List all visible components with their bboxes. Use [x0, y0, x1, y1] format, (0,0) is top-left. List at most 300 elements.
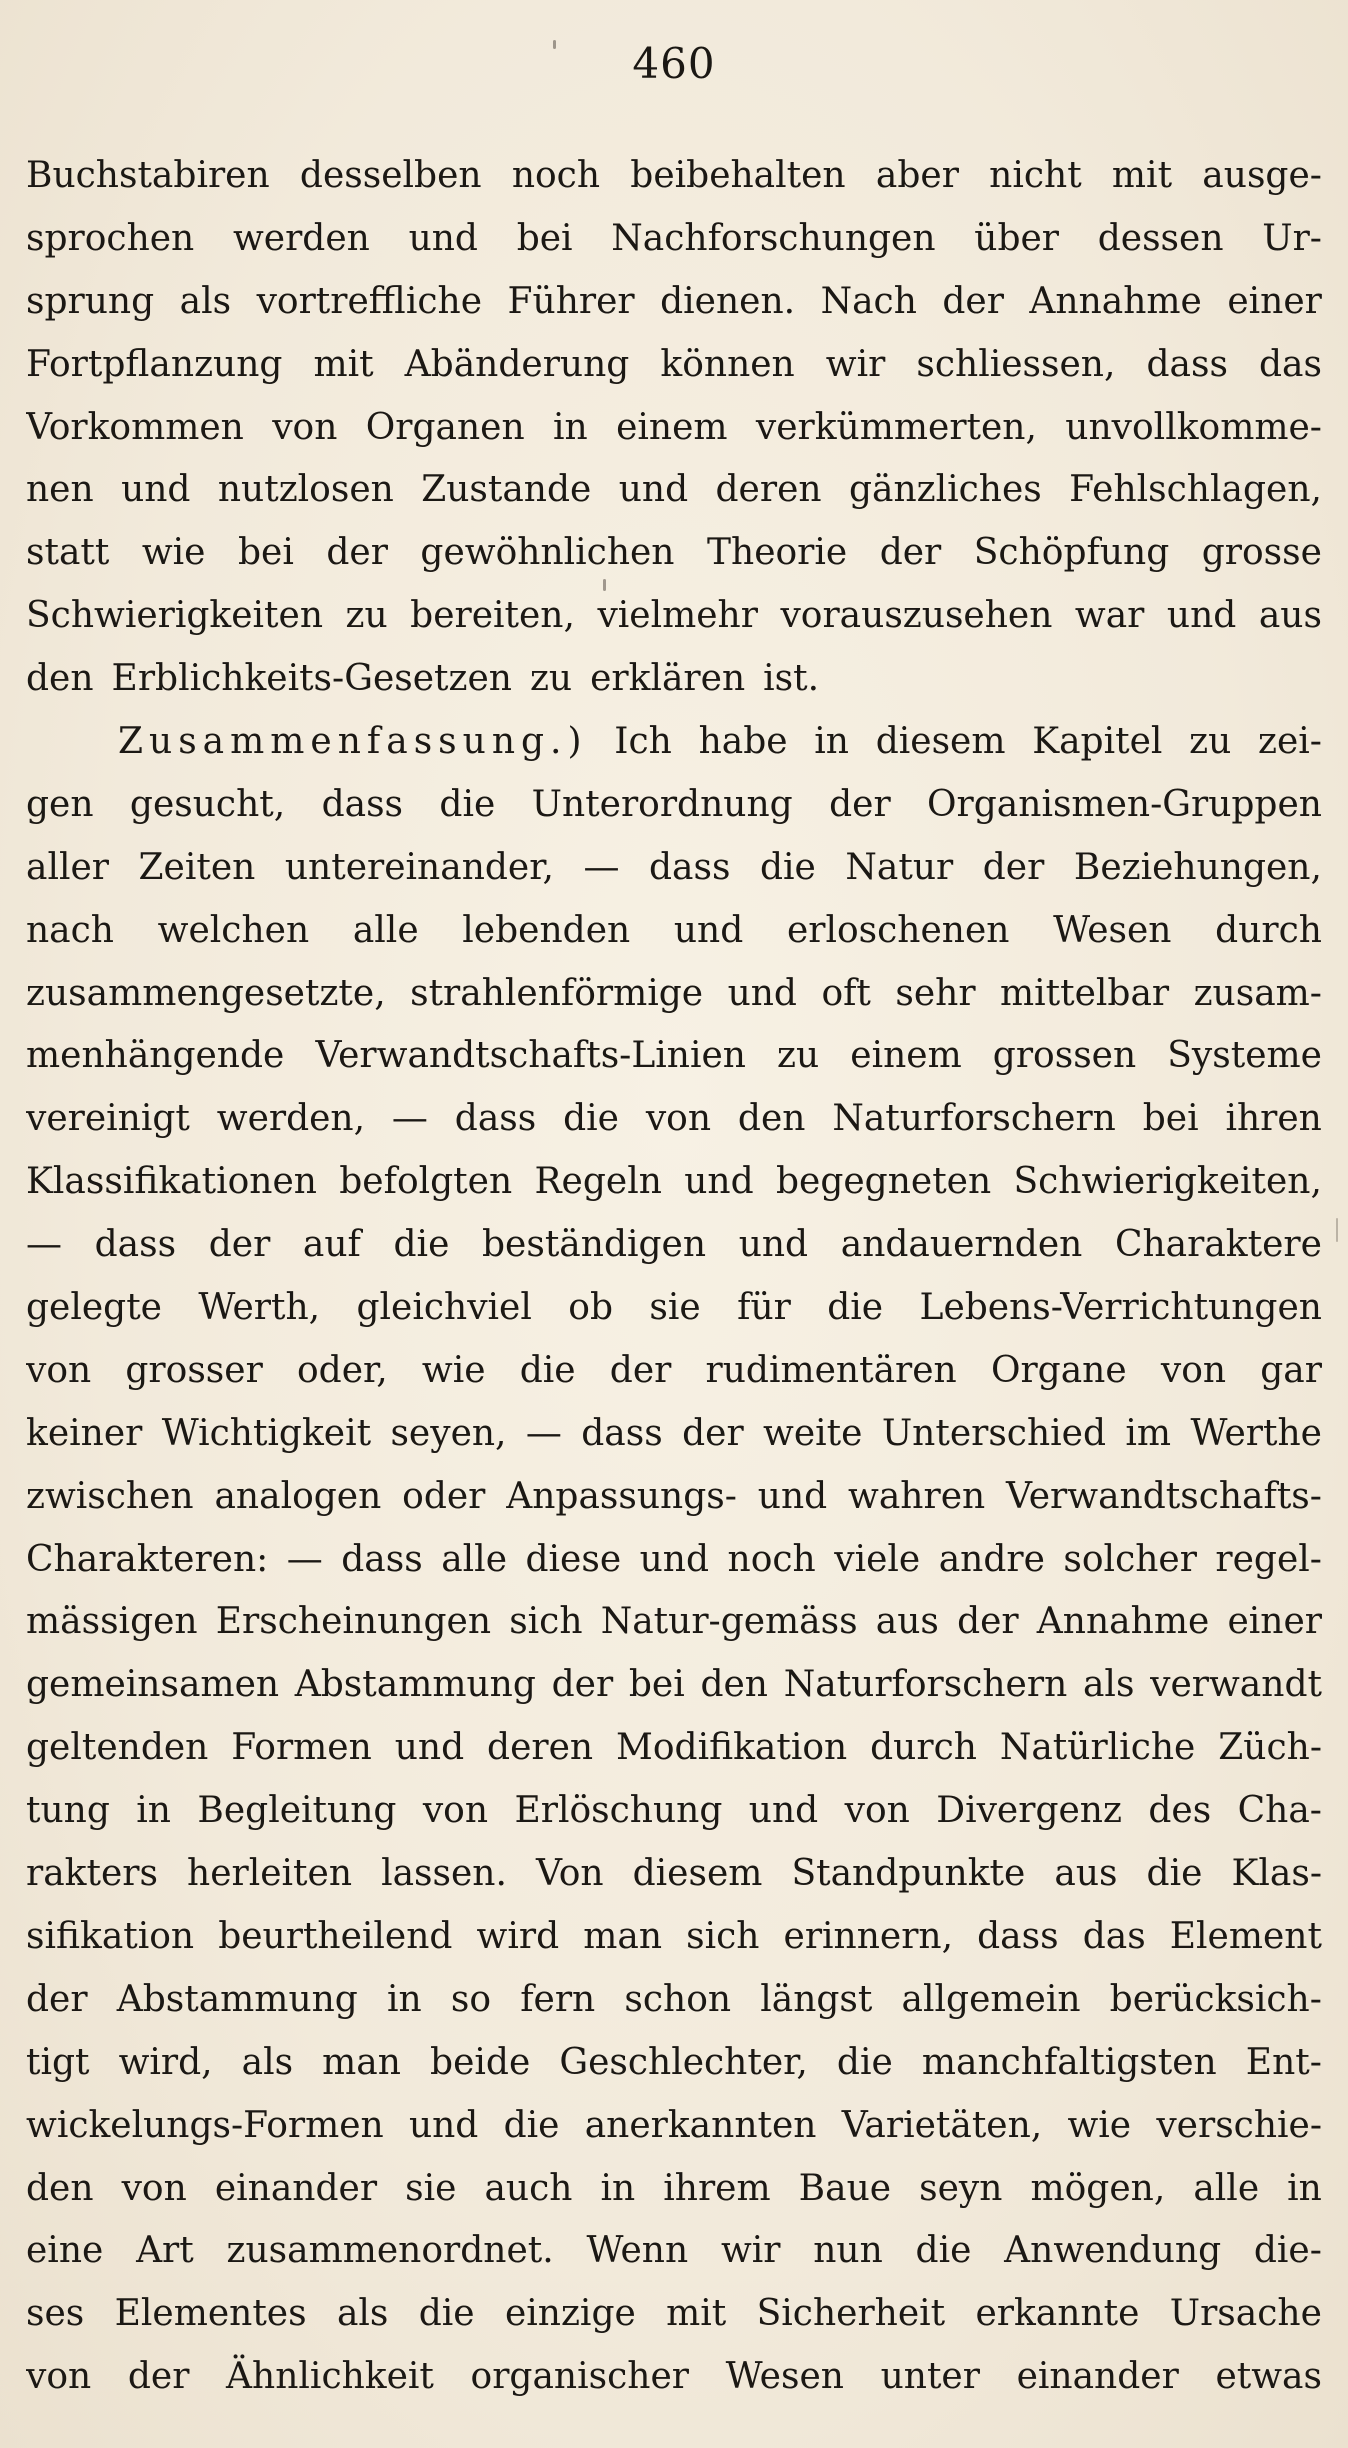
- word: nutzlosen: [217, 469, 394, 511]
- word: dienen.: [660, 280, 796, 322]
- word: die: [503, 2104, 560, 2146]
- word: dass: [581, 1412, 663, 1454]
- word: unvollkomme-: [1065, 406, 1322, 448]
- word: die: [915, 2230, 972, 2272]
- word: Wesen: [725, 2356, 844, 2398]
- word: dass: [341, 1538, 423, 1580]
- word: zei-: [1258, 721, 1322, 763]
- word: statt: [26, 532, 110, 574]
- word: Baue: [798, 2167, 892, 2209]
- word: mit: [1111, 155, 1173, 196]
- word: für: [737, 1287, 791, 1329]
- word: begegneten: [775, 1161, 992, 1203]
- text-line: [26, 711, 1322, 774]
- word: menhängende: [26, 1035, 285, 1077]
- word: Zustande: [421, 469, 592, 511]
- word: Nach: [820, 280, 917, 322]
- word: —: [286, 1538, 323, 1580]
- word: nicht: [989, 155, 1082, 196]
- word: und: [748, 1790, 819, 1832]
- word: —: [26, 1224, 62, 1266]
- word: Abstammung: [116, 1978, 358, 2020]
- word: Naturforschern: [832, 1098, 1116, 1140]
- word: —: [583, 846, 620, 888]
- word: alle: [352, 909, 419, 951]
- word: Charakteren:: [26, 1538, 269, 1580]
- word: oder: [402, 1475, 486, 1517]
- word: erloschenen: [786, 909, 1010, 951]
- word: aus: [875, 1601, 939, 1643]
- word: wie: [141, 532, 206, 574]
- text-line: [26, 774, 1322, 837]
- word: man: [322, 2041, 401, 2083]
- word: oder,: [296, 1349, 388, 1391]
- word: Natur-gemäss: [600, 1601, 858, 1643]
- word: den: [700, 1664, 768, 1706]
- word: und: [639, 1538, 710, 1580]
- word: strahlenförmige: [410, 972, 704, 1014]
- word: im: [1125, 1412, 1172, 1454]
- word: Ich: [614, 721, 672, 763]
- text-line: [26, 1025, 1322, 1088]
- word: Ur-: [1262, 217, 1322, 259]
- text-line: [26, 1717, 1322, 1780]
- word: zu: [345, 595, 388, 637]
- word: seyen,: [390, 1412, 507, 1454]
- word: sifikation: [26, 1915, 195, 1957]
- word: bei: [1142, 1098, 1199, 1140]
- word: herleiten: [187, 1853, 353, 1895]
- word: Art: [136, 2230, 194, 2272]
- word: Natur: [845, 846, 954, 888]
- word: mögen,: [1030, 2167, 1166, 2209]
- word: gar: [1260, 1349, 1322, 1391]
- word: alle: [441, 1538, 507, 1580]
- text-line: [26, 1906, 1322, 1969]
- word: zusammenordnet.: [226, 2230, 554, 2272]
- word: Charaktere: [1114, 1224, 1322, 1266]
- word: Naturforschern: [783, 1664, 1068, 1706]
- word: gewöhnlichen: [420, 532, 675, 574]
- word: Ursache: [1169, 2293, 1322, 2335]
- word: Unterordnung: [531, 783, 793, 825]
- word: wie: [1067, 2104, 1132, 2146]
- text-line: [26, 1466, 1322, 1529]
- text-line: [26, 1340, 1322, 1403]
- word: Varietäten,: [841, 2104, 1043, 2146]
- word: die: [439, 783, 496, 825]
- word: man: [583, 1915, 663, 1957]
- word: vielmehr: [597, 595, 758, 637]
- word: Erscheinungen: [215, 1601, 492, 1643]
- word: als: [241, 2041, 294, 2083]
- word: diese: [525, 1538, 622, 1580]
- word: sie: [649, 1287, 701, 1329]
- word: in: [814, 721, 849, 763]
- word: der: [551, 1664, 614, 1706]
- word: Ähnlichkeit: [226, 2356, 434, 2398]
- word: zusammengesetzte,: [26, 972, 386, 1014]
- word: Erblichkeits-Gesetzen: [111, 658, 512, 700]
- word: Erlöschung: [514, 1790, 723, 1832]
- word: andauernden: [840, 1224, 1083, 1266]
- word: wird: [476, 1915, 560, 1957]
- word: weite: [763, 1412, 863, 1454]
- word: Klassifikationen: [26, 1161, 317, 1203]
- word: vereinigt: [26, 1098, 190, 1140]
- word: und: [408, 217, 478, 259]
- word: einander: [1016, 2356, 1179, 2398]
- word: welchen: [157, 909, 310, 951]
- word: dass: [977, 1915, 1059, 1957]
- word: und: [1166, 595, 1237, 637]
- word: die: [827, 1287, 884, 1329]
- word: so: [450, 1978, 492, 2020]
- word: lassen.: [381, 1853, 507, 1895]
- word: solcher: [1063, 1538, 1197, 1580]
- text-line: [26, 1591, 1322, 1654]
- word: ob: [568, 1287, 614, 1329]
- word: nach: [26, 909, 114, 951]
- word: den: [737, 1098, 806, 1140]
- text-line: [26, 2095, 1322, 2158]
- word: über: [974, 217, 1060, 259]
- word: einer: [1227, 1601, 1322, 1643]
- word: tigt: [26, 2041, 90, 2083]
- ink-speck: [603, 579, 606, 591]
- word: und: [738, 1224, 809, 1266]
- word: Von: [536, 1853, 604, 1895]
- word: in: [136, 1790, 171, 1832]
- word: Züch-: [1218, 1727, 1322, 1769]
- word: bei: [628, 1664, 685, 1706]
- word: beide: [430, 2041, 531, 2083]
- word: beständigen: [482, 1224, 707, 1266]
- word: Wichtigkeit: [161, 1412, 372, 1454]
- body-text: [26, 145, 1322, 2409]
- word: mittelbar: [1000, 972, 1170, 1014]
- word: sie: [405, 2167, 457, 2209]
- word: war: [1074, 595, 1145, 637]
- word: längst: [760, 1978, 873, 2020]
- text-line: [26, 1088, 1322, 1151]
- text-line: [26, 585, 1322, 648]
- word: einem: [850, 1035, 962, 1077]
- word: des: [1148, 1790, 1212, 1832]
- word: vortreffliche: [256, 280, 483, 322]
- ink-speck: [1336, 1218, 1338, 1242]
- word: die: [519, 1349, 576, 1391]
- word: gen: [26, 783, 94, 825]
- word: Lebens-Verrichtungen: [919, 1287, 1322, 1329]
- word: einander: [214, 2167, 378, 2209]
- text-line: [26, 208, 1322, 271]
- word: zu: [777, 1035, 820, 1077]
- word: von: [26, 1349, 92, 1391]
- word: alle: [1193, 2167, 1260, 2209]
- word: Verwandtschafts-: [1006, 1475, 1322, 1517]
- word: lebenden: [462, 909, 631, 951]
- word: Regeln: [534, 1161, 662, 1203]
- word: Natürliche: [999, 1727, 1196, 1769]
- text-line: [26, 1780, 1322, 1843]
- word: den: [26, 2167, 94, 2209]
- word: diesem: [632, 1853, 763, 1895]
- word: Buchstabiren: [26, 155, 270, 196]
- word: mässigen: [26, 1601, 198, 1643]
- word: wahren: [848, 1475, 986, 1517]
- word: in: [553, 406, 588, 448]
- text-line: [26, 648, 1322, 711]
- word: die: [836, 2041, 893, 2083]
- word: dass: [94, 1224, 177, 1266]
- word: werden,: [216, 1098, 366, 1140]
- word: der: [829, 783, 891, 825]
- word: Werthe: [1190, 1412, 1322, 1454]
- word: fern: [520, 1978, 596, 2020]
- word: und: [673, 909, 744, 951]
- word: beibehalten: [630, 155, 846, 196]
- text-line: [26, 271, 1322, 334]
- word: zusam-: [1193, 972, 1322, 1014]
- word: und: [394, 1727, 465, 1769]
- word: Organen: [365, 406, 525, 448]
- word: sich: [509, 1601, 583, 1643]
- word: einer: [1227, 280, 1322, 322]
- word: wie: [421, 1349, 486, 1391]
- word: Zusammenfassung.): [118, 721, 588, 763]
- word: desselben: [299, 155, 482, 196]
- word: oft: [821, 972, 871, 1014]
- word: Formen: [231, 1727, 372, 1769]
- word: Elementes: [114, 2293, 307, 2335]
- word: seyn: [919, 2167, 1003, 2209]
- word: manchfaltigsten: [921, 2041, 1217, 2083]
- word: in: [600, 2167, 636, 2209]
- word: viele: [834, 1538, 921, 1580]
- word: Abstammung: [294, 1664, 536, 1706]
- word: habe: [698, 721, 788, 763]
- word: zu: [529, 658, 573, 700]
- word: das: [1259, 343, 1322, 385]
- word: als: [1082, 1664, 1135, 1706]
- word: organischer: [470, 2356, 689, 2398]
- text-line: [26, 1214, 1322, 1277]
- word: in: [1287, 2167, 1322, 2209]
- word: Theorie: [707, 532, 848, 574]
- word: verwandt: [1150, 1664, 1322, 1706]
- word: sprochen: [26, 217, 195, 259]
- word: Unterschied: [881, 1412, 1107, 1454]
- word: noch: [727, 1538, 816, 1580]
- word: bereiten,: [410, 595, 575, 637]
- word: Ent-: [1245, 2041, 1322, 2083]
- word: Divergenz: [936, 1790, 1122, 1832]
- word: Schöpfung: [973, 532, 1170, 574]
- word: aller: [26, 846, 110, 888]
- word: noch: [511, 155, 601, 196]
- word: sprung: [26, 280, 155, 322]
- word: der: [879, 532, 942, 574]
- word: als: [179, 280, 232, 322]
- word: Verwandtschafts-Linien: [315, 1035, 746, 1077]
- word: allgemein: [901, 1978, 1081, 2020]
- word: Standpunkte: [791, 1853, 1026, 1895]
- word: werden: [232, 217, 370, 259]
- word: der: [957, 1601, 1019, 1643]
- word: —: [525, 1412, 562, 1454]
- word: erkannte: [975, 2293, 1140, 2335]
- word: von: [26, 2356, 92, 2398]
- word: und: [757, 1475, 828, 1517]
- text-line: [26, 1654, 1322, 1717]
- word: Kapitel: [1032, 721, 1163, 763]
- word: diesem: [875, 721, 1006, 763]
- word: beurtheilend: [218, 1915, 453, 1957]
- word: dessen: [1097, 217, 1224, 259]
- word: unter: [880, 2356, 980, 2398]
- word: zu: [1189, 721, 1232, 763]
- word: nun: [813, 2230, 883, 2272]
- word: ausge-: [1202, 155, 1322, 196]
- word: geltenden: [26, 1727, 209, 1769]
- text-line: [26, 1529, 1322, 1592]
- text-line: [26, 900, 1322, 963]
- word: grosser: [125, 1349, 263, 1391]
- word: verschie-: [1156, 2104, 1322, 2146]
- word: eine: [26, 2230, 104, 2272]
- word: anerkannten: [584, 2104, 817, 2146]
- word: Schwierigkeiten: [26, 595, 323, 637]
- word: Vorkommen: [26, 406, 244, 448]
- word: und: [121, 469, 191, 511]
- word: Fehlschlagen,: [1069, 469, 1322, 511]
- word: regel-: [1215, 1538, 1322, 1580]
- word: —: [391, 1098, 428, 1140]
- word: untereinander,: [284, 846, 554, 888]
- word: einzige: [504, 2293, 636, 2335]
- word: Beziehungen,: [1073, 846, 1322, 888]
- word: in: [387, 1978, 422, 2020]
- word: können: [660, 343, 795, 385]
- word: sehr: [895, 972, 976, 1014]
- word: der: [326, 532, 388, 574]
- text-line: [26, 459, 1322, 522]
- word: von: [422, 1790, 489, 1832]
- word: Element: [1169, 1915, 1322, 1957]
- word: die-: [1253, 2230, 1322, 2272]
- text-line: [26, 334, 1322, 397]
- word: mit: [313, 343, 374, 385]
- text-line: [26, 397, 1322, 460]
- word: Wesen: [1053, 909, 1172, 951]
- word: etwas: [1215, 2356, 1322, 2398]
- word: berücksich-: [1109, 1978, 1322, 2020]
- word: Nachforschungen: [611, 217, 936, 259]
- word: gesucht,: [129, 783, 286, 825]
- word: Werth,: [198, 1287, 321, 1329]
- word: Abänderung: [404, 343, 630, 385]
- word: von: [272, 406, 338, 448]
- word: Schwierigkeiten,: [1013, 1161, 1322, 1203]
- word: Anwendung: [1004, 2230, 1222, 2272]
- word: die: [760, 846, 816, 888]
- text-line: [26, 2032, 1322, 2095]
- word: von: [121, 2167, 187, 2209]
- word: deren: [715, 469, 822, 511]
- word: Organe: [990, 1349, 1127, 1391]
- word: dass: [321, 783, 404, 825]
- word: die: [418, 2293, 475, 2335]
- word: durch: [1215, 909, 1322, 951]
- text-line: [26, 145, 1322, 208]
- ink-speck: [553, 40, 556, 49]
- word: rudimentären: [705, 1349, 957, 1391]
- word: analogen: [214, 1475, 382, 1517]
- word: ses: [26, 2293, 85, 2335]
- text-line: [26, 2346, 1322, 2409]
- word: bei: [237, 532, 294, 574]
- word: Klas-: [1231, 1853, 1322, 1895]
- word: wickelungs-Formen: [26, 2104, 384, 2146]
- word: zwischen: [26, 1475, 194, 1517]
- word: gemeinsamen: [26, 1664, 280, 1706]
- word: der: [609, 1349, 672, 1391]
- word: Begleitung: [197, 1790, 397, 1832]
- word: und: [684, 1161, 754, 1203]
- word: wir: [720, 2230, 781, 2272]
- word: vorauszusehen: [780, 595, 1053, 637]
- word: Führer: [507, 280, 635, 322]
- word: die: [393, 1224, 450, 1266]
- word: der: [208, 1224, 271, 1266]
- word: Organismen-Gruppen: [927, 783, 1322, 825]
- text-line: [26, 2220, 1322, 2283]
- word: erinnern,: [783, 1915, 954, 1957]
- word: andre: [938, 1538, 1045, 1580]
- word: Cha-: [1237, 1790, 1322, 1832]
- word: von: [844, 1790, 910, 1832]
- word: grosse: [1201, 532, 1322, 574]
- word: die: [1146, 1853, 1203, 1895]
- word: auf: [302, 1224, 361, 1266]
- word: tung: [26, 1790, 110, 1832]
- word: Zeiten: [138, 846, 256, 888]
- text-line: [26, 1403, 1322, 1466]
- word: nen: [26, 469, 94, 511]
- word: Modifikation: [616, 1727, 848, 1769]
- word: Sicherheit: [756, 2293, 946, 2335]
- word: ihrem: [663, 2167, 771, 2209]
- word: Annahme: [1029, 280, 1202, 322]
- word: verkümmerten,: [755, 406, 1037, 448]
- text-line: [26, 1277, 1322, 1340]
- word: dass: [649, 846, 731, 888]
- word: Systeme: [1167, 1035, 1322, 1077]
- word: mit: [666, 2293, 727, 2335]
- word: wir: [825, 343, 886, 385]
- word: die: [563, 1098, 619, 1140]
- word: ist.: [763, 658, 820, 700]
- word: Geschlechter,: [559, 2041, 808, 2083]
- word: das: [1082, 1915, 1146, 1957]
- text-line: [26, 1969, 1322, 2032]
- text-line: [26, 1843, 1322, 1906]
- word: von: [1160, 1349, 1227, 1391]
- word: gleichviel: [356, 1287, 532, 1329]
- word: keiner: [26, 1412, 143, 1454]
- word: Anpassungs-: [506, 1475, 737, 1517]
